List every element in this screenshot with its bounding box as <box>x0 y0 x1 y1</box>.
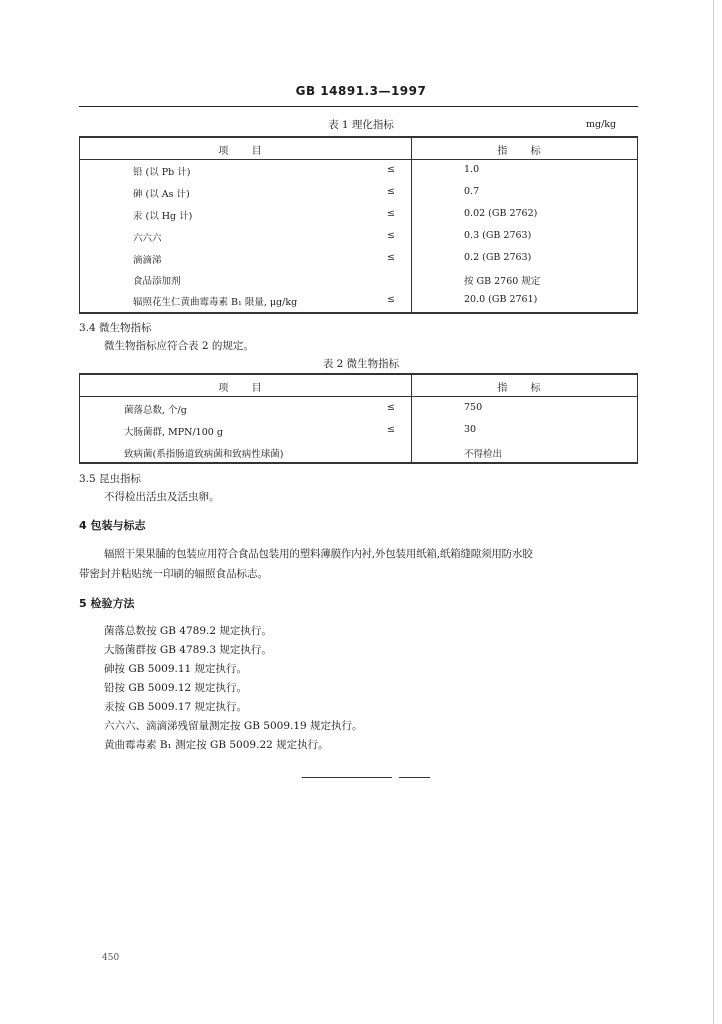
table2-row-item: 菌落总数, 个/g <box>124 405 187 416</box>
section-3-5-heading: 3.5 昆虫指标 <box>79 473 142 485</box>
table2-row-item: 大肠菌群, MPN/100 g <box>124 427 223 438</box>
list-item: 大肠菌群按 GB 4789.3 规定执行。 <box>104 644 272 656</box>
table1-row-op: ≤ <box>387 230 395 241</box>
table2-row-value: 30 <box>464 424 477 435</box>
table2-row-op: ≤ <box>387 424 395 435</box>
table1-row-value: 1.0 <box>464 164 480 175</box>
section-5-heading: 5 检验方法 <box>79 597 135 610</box>
table2-top-border <box>79 373 638 375</box>
table1-row-value: 0.3 (GB 2763) <box>464 230 532 241</box>
table2-right-border <box>637 373 638 463</box>
scan-edge-line <box>713 0 714 1024</box>
table1-row-item: 六六六 <box>133 233 162 244</box>
header-rule <box>79 106 638 107</box>
table1-row-op: ≤ <box>387 252 395 263</box>
table1-right-border <box>637 136 638 313</box>
table1-unit: mg/kg <box>586 119 617 130</box>
table2-row-op: ≤ <box>387 402 395 413</box>
list-item: 菌落总数按 GB 4789.2 规定执行。 <box>104 625 272 637</box>
page-number: 450 <box>102 953 120 963</box>
section-4-paragraph-line-1: 辐照干果果脯的包装应用符合食品包装用的塑料薄膜作内衬,外包装用纸箱,纸箱缝隙须用防水胶 <box>104 548 533 560</box>
list-item: 砷按 GB 5009.11 规定执行。 <box>104 663 248 675</box>
table1-header-divider <box>79 159 638 160</box>
section-4-heading: 4 包装与标志 <box>79 519 146 532</box>
table2-row-value: 不得检出 <box>464 449 503 460</box>
section-3-5-body: 不得检出活虫及活虫卵。 <box>104 491 220 503</box>
table1-caption: 表 1 理化指标 <box>328 119 394 131</box>
list-item: 六六六、滴滴涕残留量测定按 GB 5009.19 规定执行。 <box>104 720 363 732</box>
table1-row-item: 食品添加剂 <box>133 276 181 287</box>
table1-header-item: 项 目 <box>218 146 272 157</box>
section-3-4-heading: 3.4 微生物指标 <box>79 322 152 334</box>
table1-top-border <box>79 136 638 138</box>
table1-row-item: 辐照花生仁黄曲霉毒素 B₁ 限量, μg/kg <box>133 297 298 308</box>
page-header-standard-number: GB 14891.3—1997 <box>295 84 427 98</box>
table1-column-divider <box>411 136 412 313</box>
table1-row-op: ≤ <box>387 208 395 219</box>
table1-row-item: 铅 (以 Pb 计) <box>133 167 191 178</box>
table2-row-item: 致病菌(系指肠道致病菌和致病性球菌) <box>124 449 284 460</box>
table2-caption: 表 2 微生物指标 <box>322 358 400 370</box>
table2-header-item: 项 目 <box>218 383 272 394</box>
list-item: 汞按 GB 5009.17 规定执行。 <box>104 701 248 713</box>
list-item: 黄曲霉毒素 B₁ 测定按 GB 5009.22 规定执行。 <box>104 739 329 751</box>
table1-row-value: 按 GB 2760 规定 <box>464 276 541 287</box>
table1-row-value: 20.0 (GB 2761) <box>464 294 538 305</box>
table2-header-value: 指 标 <box>497 383 551 394</box>
table1-row-value: 0.02 (GB 2762) <box>464 208 538 219</box>
table2-row-value: 750 <box>464 402 483 413</box>
table1-row-value: 0.2 (GB 2763) <box>464 252 532 263</box>
table1-row-op: ≤ <box>387 164 395 175</box>
table1-left-border <box>79 136 80 313</box>
table1-bottom-border <box>79 312 638 314</box>
section-4-paragraph-line-2: 带密封并粘贴统一印刷的辐照食品标志。 <box>79 568 268 580</box>
table1-row-value: 0.7 <box>464 186 480 197</box>
end-rule-right <box>399 777 430 778</box>
table1-row-item: 汞 (以 Hg 计) <box>133 211 193 222</box>
section-3-4-body: 微生物指标应符合表 2 的规定。 <box>104 340 254 352</box>
table1-row-op: ≤ <box>387 294 395 305</box>
table1-row-item: 砷 (以 As 计) <box>133 189 190 200</box>
table1-row-item: 滴滴涕 <box>133 255 162 266</box>
table1-header-value: 指 标 <box>497 146 551 157</box>
end-rule-left <box>302 777 392 778</box>
list-item: 铅按 GB 5009.12 规定执行。 <box>104 682 248 694</box>
table1-row-op: ≤ <box>387 186 395 197</box>
table2-header-divider <box>79 396 638 397</box>
table2-bottom-border <box>79 462 638 464</box>
